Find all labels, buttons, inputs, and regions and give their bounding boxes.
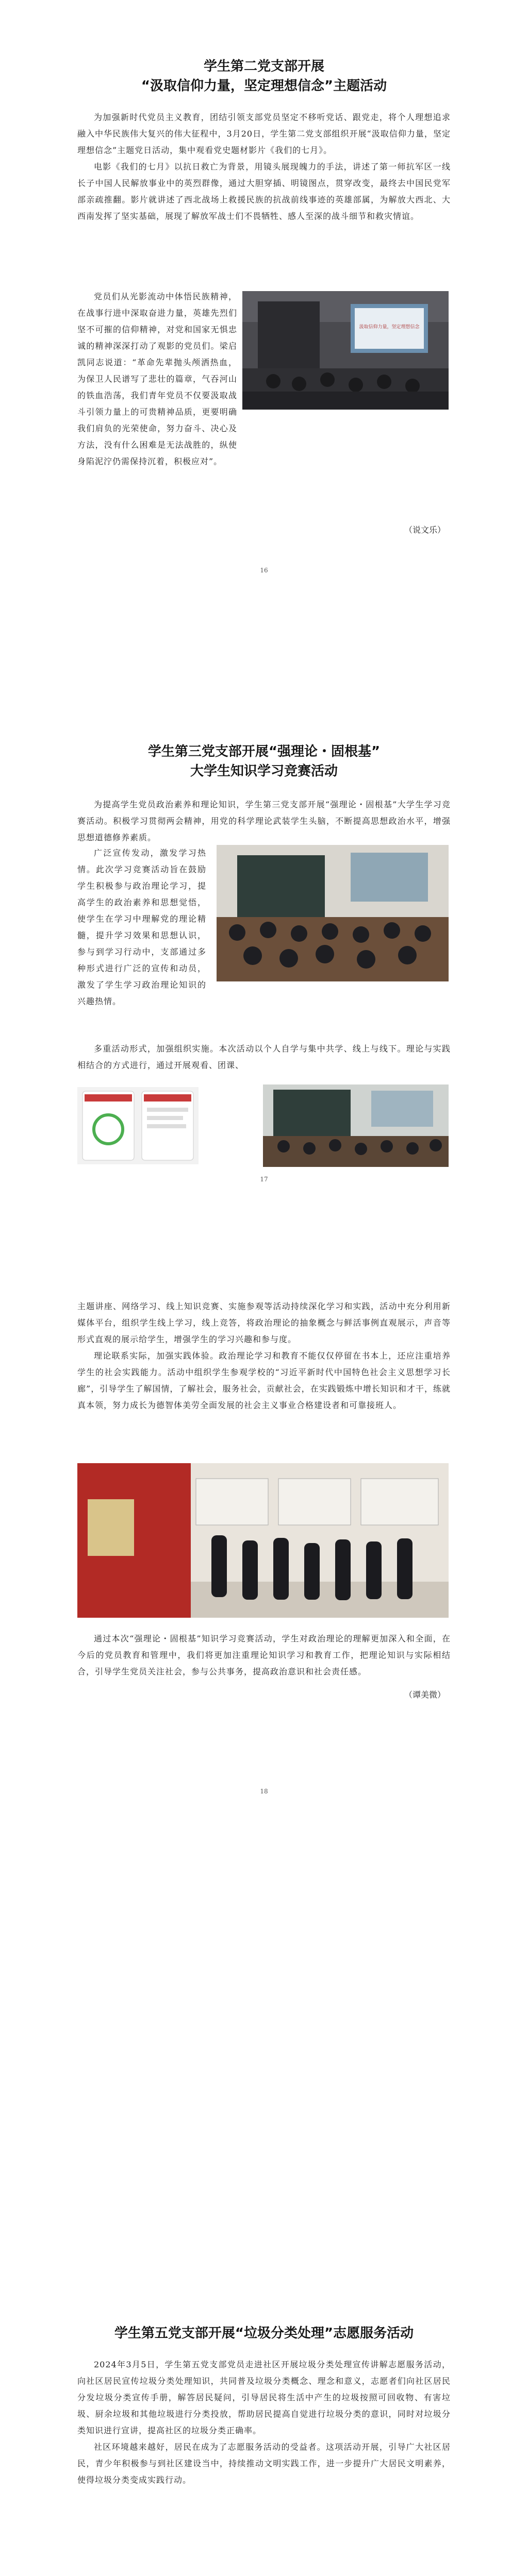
phone-app-illustration	[77, 1087, 199, 1164]
page-number: 18	[260, 1788, 268, 1795]
section-title: 学生第五党支部开展“垃圾分类处理”志愿服务活动	[114, 2326, 414, 2341]
photo-exhibition-hall	[77, 1463, 449, 1618]
section-title-line2: “汲取信仰力量，坚定理想信念”主题活动	[141, 78, 387, 94]
section-title-line2: 大学生知识学习竞赛活动	[190, 764, 338, 779]
page-number: 17	[260, 1176, 268, 1183]
paragraph-wrap: 党员们从光影流动中体悟民族精神，在战事行进中深取奋进力量，英雄先烈们坚不可摧的信仰精神，对党和国家无惧忠诚的精神深深打动了观影的党员们。梁启凯同志说道：“革命先辈抛头颅洒热血，为保卫人民谱写了悲壮的篇章，气吞河山的铁血浩荡，我们青年党员不仅要汲取战斗引领力量上的可贵精神品质，更要明确我们肩负的光荣使命，努力奋斗、决心及方法，没有什么困难是无法战胜的，纵使身陷泥泞仍需保持沉着，积极应对”。	[77, 292, 237, 466]
paragraph: 电影《我们的七月》以抗日救亡为背景，用镜头展现魄力的手法，讲述了第一师抗军区一线长子中国人民解放事业中的英烈群像，通过大胆穿插、明镜图点，贯穿改变，最终去中国民党军部亲疏推翻。影片就讲述了西北战场上救援民族的抗战前线事迹的英雄部属，为解放大西北、大西南发挥了坚实基础，展现了解放军战士们不畏牺牲、感人至深的战斗细节和救灾情谊。	[77, 162, 451, 221]
author-credit: （谭美微）	[404, 1690, 446, 1700]
section-title-line1: 学生第二党支部开展	[203, 59, 324, 74]
screen-caption: 汲取信仰力量，坚定理想信念	[359, 325, 420, 330]
paragraph: 为加强新时代党员主义教育，团结引领支部党员坚定不移听党话、跟党走，将个人理想追求融入中华民族伟大复兴的伟大征程中，3月20日，学生第二党支部组织开展“汲取信仰力量，坚定理想信念”主题党日活动，集中观看党史题材影片《我们的七月》。	[77, 112, 451, 155]
section-title-line1: 学生第三党支部开展“强理论・固根基”	[147, 744, 381, 759]
paragraph: 为提高学生党员政治素养和理论知识，学生第三党支部开展“强理论・固根基”大学生学习竞赛活动。积极学习贯彻两会精神，用党的科学理论武装学生头脑，不断提高思想政治水平，增强思想道德修养素质。	[77, 800, 451, 842]
paragraph: 主题讲座、网络学习、线上知识竞赛、实施参观等活动持续深化学习和实践，活动中充分利用新媒体平台，组织学生线上学习，线上竞答，将政治理论的抽象概念与鲜活事例直观展示，声音等形式直观的展示给学生，增强学生的学习兴趣和参与度。	[77, 1301, 451, 1344]
section-continuation	[0, 1298, 528, 1414]
paragraph: 通过本次“强理论・固根基”知识学习竞赛活动，学生对政治理论的理解更加深入和全面，在今后的党员教育和管理中，我们将更加注重理论知识学习和教育工作，把理论知识与实际相结合，引导学生党员关注社会，参与公共事务，提高政治意识和社会责任感。	[77, 1634, 451, 1676]
paragraph: 2024年3月5日，学生第五党支部党员走进社区开展垃圾分类处理宣传讲解志愿服务活动，向社区居民宣传垃圾分类处理知识，共同普及垃圾分类概念、理念和意义，志愿者们向社区居民分发垃圾分类宣传手册，解答居民疑问，引导居民将生活中产生的垃圾按照可回收物、有害垃圾、厨余垃圾和其他垃圾进行分类投放，帮助居民提高自觉进行垃圾分类的意识，同时对垃圾分类知识进行宣讲，提高社区的垃圾分类正确率。	[77, 2360, 451, 2435]
section-party-branch-3	[0, 742, 528, 846]
section-party-branch-5	[0, 2324, 528, 2488]
paragraph: 理论联系实际，加强实践体验。政治理论学习和教育不能仅仅停留在书本上，还应注重培养学生的社会实践能力。活动中组织学生参观学校的“习近平新时代中国特色社会主义思想学习长廊”，引导学生了解国情，了解社会，服务社会，贡献社会，在实践锻炼中增长知识和才干，练就真本领，努力成长为德智体美劳全面发展的社会主义事业合格建设者和可靠接班人。	[77, 1351, 451, 1410]
photo-quiz-app-screen	[77, 1087, 199, 1164]
lecture-illustration	[263, 1084, 449, 1167]
exhibition-illustration	[77, 1463, 449, 1618]
paragraph: 多重活动形式，加强组织实施。本次活动以个人自学与集中共学、线上与线下。理论与实践相结合的方式进行，通过开展观看、团课、	[77, 1044, 451, 1070]
author-credit: （说文乐）	[404, 525, 446, 535]
section-party-branch-2	[0, 57, 528, 225]
paragraph: 社区环境越来越好，居民在成为了志愿服务活动的受益者。这项活动开展，引导广大社区居民，青少年积极参与到社区建设当中，持续推动文明实践工作，进一步提升广大居民文明素养，使得垃圾分类变成实践行动。	[77, 2442, 451, 2485]
photo-lecture	[263, 1084, 449, 1167]
paragraph-wrap: 广泛宣传发动，激发学习热情。此次学习竞赛活动旨在鼓励学生积极参与政治理论学习，提高学生的政治素养和思想觉悟，使学生在学习中理解党的理论精髓，提升学习效果和思想认识，参与到学习行动中，支部通过多种形式进行广泛的宣传和动员，激发了学生学习政治理论知识的兴趣热情。	[77, 848, 206, 1006]
page-number: 16	[260, 567, 268, 574]
